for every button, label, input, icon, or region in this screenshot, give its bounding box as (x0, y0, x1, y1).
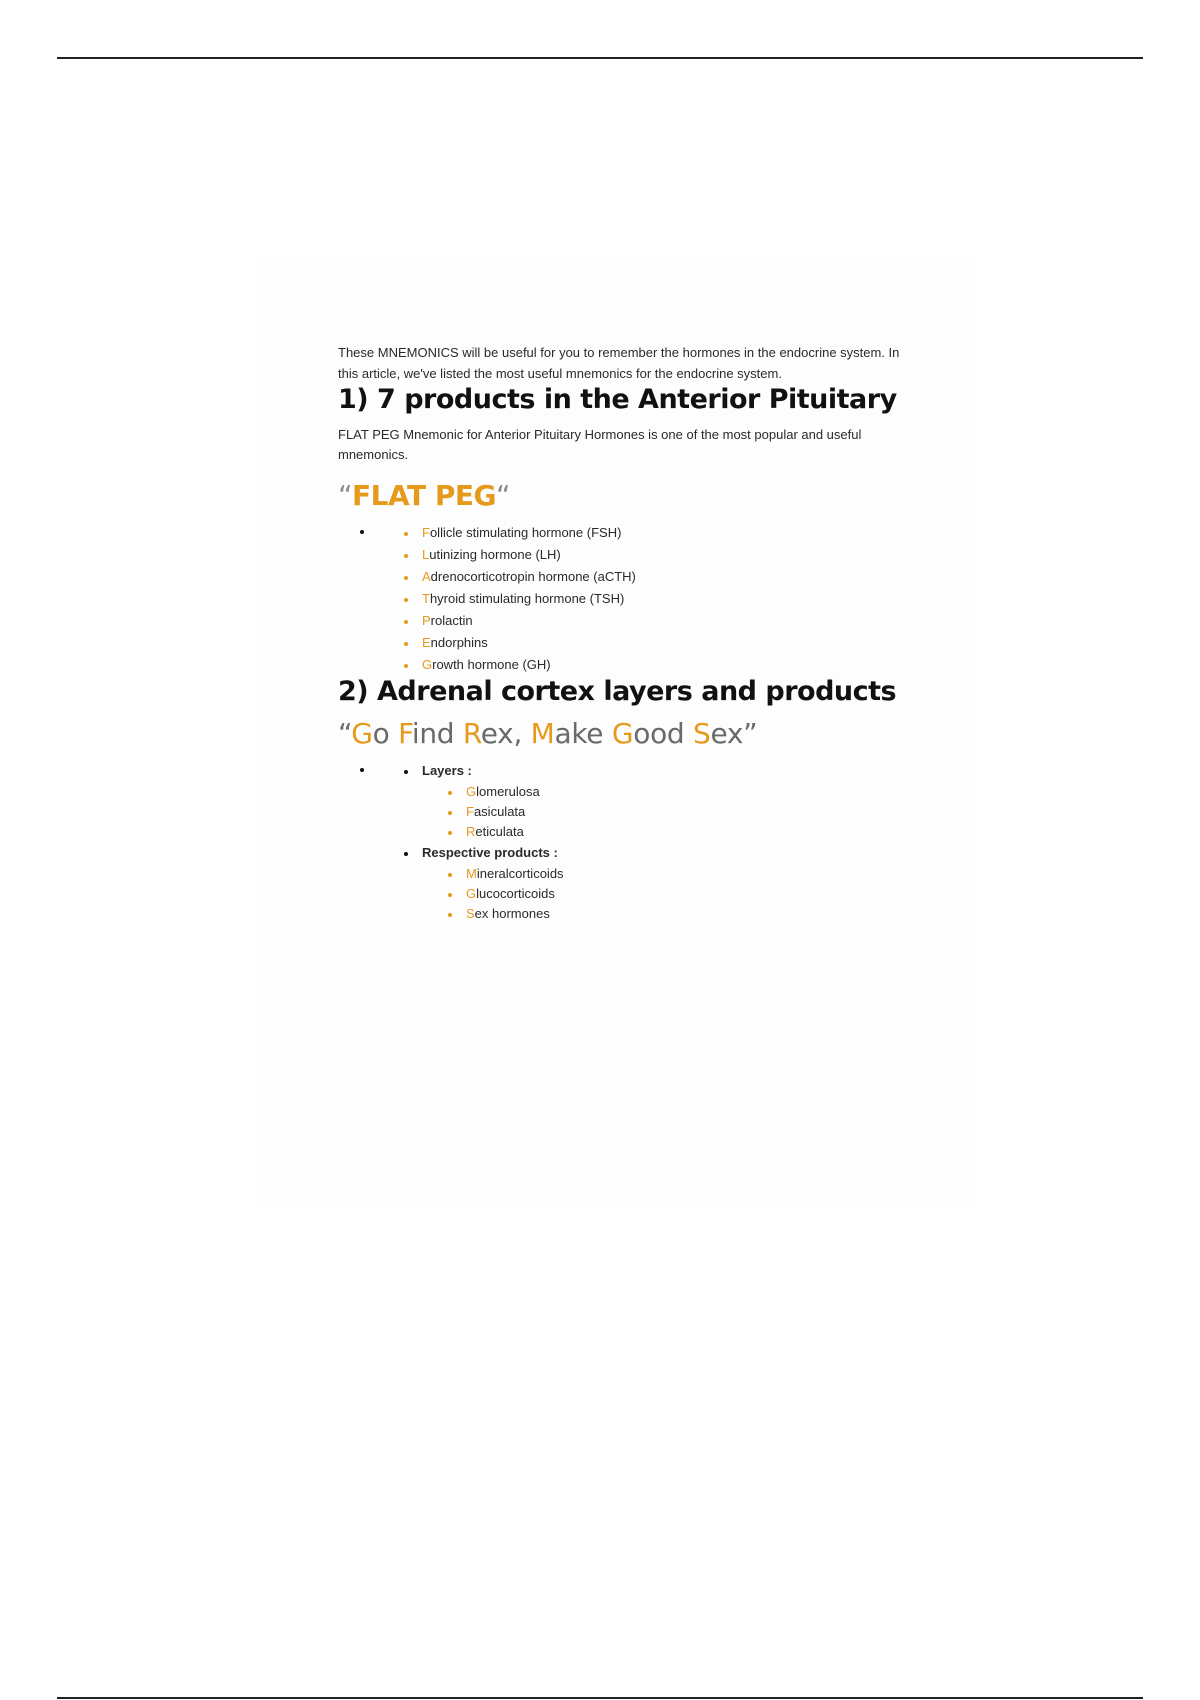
item-text: ineralcorticoids (476, 866, 564, 881)
item-text: ndorphins (430, 635, 488, 650)
list-item (402, 610, 918, 632)
item-text: drenocorticotropin hormone (aCTH) (430, 569, 636, 584)
section-2-heading: 2) Adrenal cortex layers and products (338, 676, 897, 707)
bottom-rule (57, 1697, 1143, 1699)
bullet-icon (404, 642, 408, 646)
layers-label-item (402, 760, 918, 782)
mnemonic-initial: S (692, 717, 711, 750)
item-text: lomerulosa (476, 784, 540, 799)
mnemonic-text: ind (411, 717, 463, 750)
products-label-item (402, 842, 918, 864)
section-1-heading: 1) 7 products in the Anterior Pituitary (338, 384, 897, 415)
mnemonic-text: ood (633, 717, 693, 750)
list-item (446, 822, 918, 842)
bullet-icon (404, 852, 408, 856)
bullet-icon (448, 893, 452, 897)
item-text: ex hormones (474, 906, 550, 921)
adrenal-mnemonic (338, 717, 918, 750)
mnemonic-text: ake (554, 717, 612, 750)
article-content (338, 342, 918, 924)
list-item (402, 522, 918, 544)
section-1-description: FLAT PEG Mnemonic for Anterior Pituitary Hormones is one of the most popular and useful mnemonics. (338, 427, 862, 462)
item-initial: G (466, 886, 477, 901)
mnemonic-text: ex, (480, 717, 531, 750)
item-initial: E (422, 635, 431, 650)
list-item (446, 884, 918, 904)
item-initial: G (466, 784, 477, 799)
list-item (402, 632, 918, 654)
item-text: rowth hormone (GH) (432, 657, 551, 672)
list-item (402, 588, 918, 610)
bullet-icon (448, 791, 452, 795)
item-text: ollicle stimulating hormone (FSH) (429, 525, 622, 540)
bullet-icon (448, 831, 452, 835)
mnemonic-text: “ (338, 717, 352, 750)
mnemonic-initial: F (398, 717, 412, 750)
list-item (446, 864, 918, 884)
list-item (402, 654, 918, 676)
item-initial: M (466, 866, 477, 881)
bullet-icon (404, 664, 408, 668)
products-list (446, 864, 918, 924)
bullet-icon (404, 554, 408, 558)
close-quote: “ (495, 479, 510, 512)
top-rule (57, 57, 1143, 59)
bullet-icon (404, 576, 408, 580)
item-initial: F (422, 525, 430, 540)
products-label: Respective products : (422, 845, 558, 860)
open-quote: “ (338, 479, 353, 512)
bullet-icon (448, 913, 452, 917)
item-text: hyroid stimulating hormone (TSH) (429, 591, 625, 606)
bullet-icon (448, 811, 452, 815)
bullet-icon (360, 768, 364, 772)
bullet-icon (360, 530, 364, 534)
outer-list-item (338, 522, 918, 676)
list-item (402, 544, 918, 566)
outer-list-2 (338, 760, 918, 924)
item-initial: P (422, 613, 431, 628)
item-text: lucocorticoids (476, 886, 555, 901)
item-text: eticulata (475, 824, 524, 839)
outer-list-1 (338, 522, 918, 676)
item-initial: R (466, 824, 476, 839)
item-text: utinizing hormone (LH) (429, 547, 561, 562)
list-item (446, 782, 918, 802)
bullet-icon (404, 532, 408, 536)
item-initial: S (466, 906, 475, 921)
products-sublist-wrapper (402, 864, 918, 924)
list-item (402, 566, 918, 588)
mnemonic-text: ex” (710, 717, 758, 750)
mnemonic-text: o (372, 717, 399, 750)
bullet-icon (404, 770, 408, 774)
item-initial: F (466, 804, 474, 819)
item-initial: A (422, 569, 431, 584)
bullet-icon (404, 598, 408, 602)
item-initial: T (422, 591, 430, 606)
list-item (446, 904, 918, 924)
flat-peg-list (402, 522, 918, 676)
bullet-icon (404, 620, 408, 624)
adrenal-list (402, 760, 918, 924)
mnemonic-initial: G (351, 717, 373, 750)
layers-list (446, 782, 918, 842)
mnemonic-initial: G (611, 717, 634, 750)
bullet-icon (448, 873, 452, 877)
item-text: rolactin (430, 613, 473, 628)
intro-paragraph: These MNEMONICS will be useful for you to remember the hormones in the endocrine system. In this article, we've listed the most useful mnemonics for the endocrine system. (338, 345, 900, 381)
mnemonic-text: FLAT PEG (352, 479, 496, 512)
list-item (446, 802, 918, 822)
item-initial: L (422, 547, 430, 562)
layers-sublist-wrapper (402, 782, 918, 842)
mnemonic-initial: M (530, 717, 555, 750)
layers-label: Layers : (422, 763, 472, 778)
item-initial: G (422, 657, 433, 672)
item-text: asiculata (473, 804, 526, 819)
flat-peg-mnemonic (338, 479, 918, 512)
outer-list-item (338, 760, 918, 924)
mnemonic-initial: R (462, 717, 481, 750)
